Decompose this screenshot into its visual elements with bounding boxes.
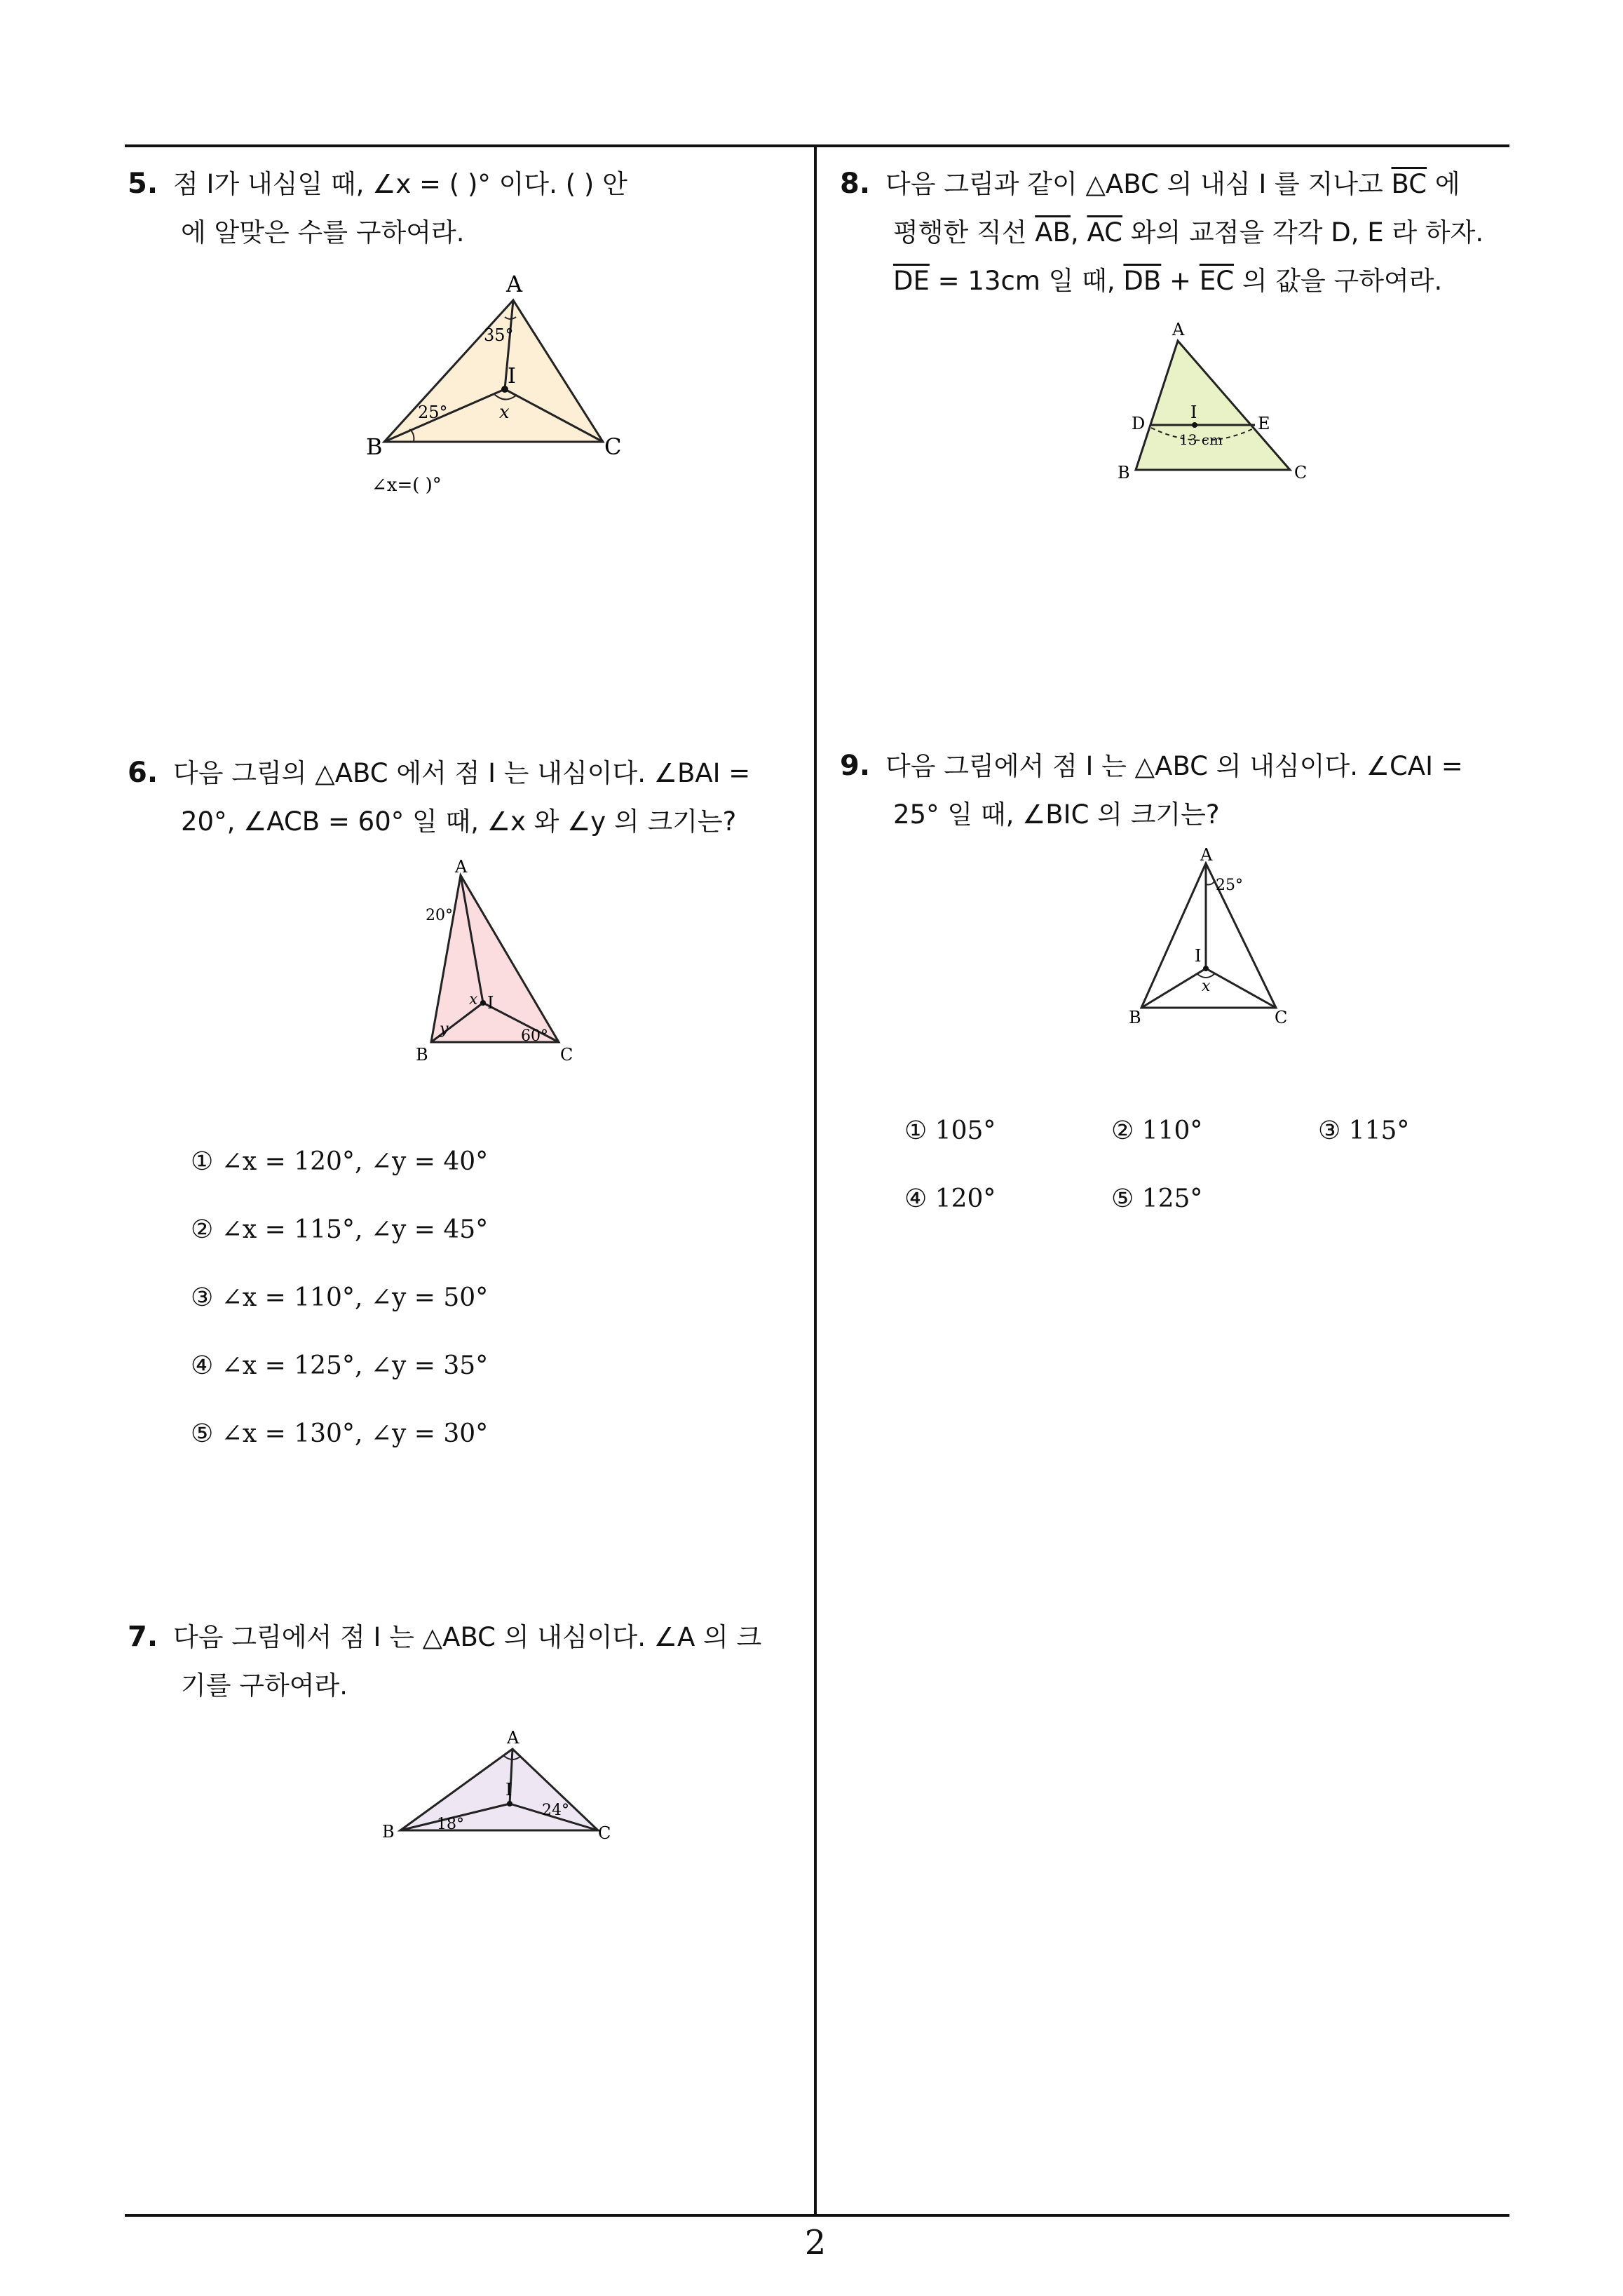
angle-label-a: 20°	[426, 907, 453, 924]
triangle-abc	[384, 300, 603, 442]
angle-label-b: 18°	[437, 1816, 464, 1833]
problem-text-line-3: $\overline{DE} = 13cm$ 일 때, $\overline{DB} + \overline{EC}$ 의 값을 구하여라.	[893, 266, 1443, 296]
problem-5	[128, 160, 801, 257]
angle-label-x: x	[1202, 978, 1211, 995]
problem-6-figure	[410, 856, 592, 1066]
label-a: A	[507, 1728, 520, 1748]
label-b: B	[416, 1045, 428, 1065]
label-c: C	[1275, 1008, 1288, 1027]
problem-9-figure	[1122, 845, 1304, 1034]
label-a: A	[506, 271, 523, 297]
label-i: I	[508, 364, 516, 389]
incenter-point	[1203, 966, 1209, 971]
problem-number: 6.	[128, 757, 158, 789]
angle-label-y: y	[440, 1020, 449, 1038]
label-i: I	[1195, 946, 1202, 966]
problem-9	[840, 742, 1513, 839]
problem-8	[840, 160, 1513, 305]
label-a: A	[1172, 320, 1185, 339]
choice-2[interactable]: ② 110°	[1111, 1116, 1203, 1145]
problem-7-figure	[375, 1725, 613, 1844]
choice-5[interactable]: ⑤ ∠x = 130°, ∠y = 30°	[191, 1419, 489, 1448]
choice-3[interactable]: ③ ∠x = 110°, ∠y = 50°	[191, 1283, 489, 1312]
choice-1[interactable]: ① ∠x = 120°, ∠y = 40°	[191, 1147, 489, 1176]
angle-label-c: 24°	[542, 1802, 569, 1819]
column-divider	[814, 144, 817, 2217]
problem-6	[128, 749, 801, 846]
label-a: A	[455, 857, 468, 877]
choice-2[interactable]: ② ∠x = 115°, ∠y = 45°	[191, 1215, 489, 1244]
answer-line: ∠x=( )°	[372, 475, 442, 496]
problem-text-line-2: 평행한 직선 $\overline{AB}$, $\overline{AC}$ 와의 교점을 각각 D, E 라 하자.	[893, 217, 1484, 248]
label-b: B	[1129, 1008, 1141, 1027]
problem-number: 9.	[840, 750, 871, 782]
label-b: B	[382, 1822, 395, 1842]
angle-label-a: 35°	[484, 325, 514, 345]
choice-4[interactable]: ④ ∠x = 125°, ∠y = 35°	[191, 1351, 489, 1380]
angle-label-a: 25°	[1216, 877, 1243, 894]
triangle-abc	[431, 875, 559, 1042]
incenter-point	[480, 1000, 486, 1006]
incenter-point	[1192, 422, 1197, 428]
page-number: 2	[804, 2223, 827, 2262]
problem-8-figure	[1108, 316, 1311, 491]
problem-text-line-1: 점 I가 내심일 때, ∠x = ( )° 이다. ( ) 안	[173, 169, 627, 199]
angle-label-x: x	[469, 991, 478, 1008]
label-i: I	[487, 993, 494, 1013]
problem-text-line-2: 기를 구하여라.	[181, 1670, 348, 1701]
label-c: C	[1294, 463, 1308, 482]
label-e: E	[1258, 414, 1270, 433]
problem-number: 5.	[128, 168, 158, 200]
angle-arc-a	[1206, 882, 1214, 885]
angle-label-x: x	[499, 402, 510, 423]
problem-text-line-2: 20°, ∠ACB = 60° 일 때, ∠x 와 ∠y 의 크기는?	[181, 806, 737, 837]
problem-text-line-1: 다음 그림에서 점 I 는 △ABC 의 내심이다. ∠CAI =	[885, 751, 1463, 781]
problem-5-figure	[351, 266, 645, 498]
problem-number: 7.	[128, 1621, 158, 1653]
triangle-abc	[1136, 341, 1290, 470]
label-c: C	[560, 1045, 573, 1065]
label-i: I	[1190, 403, 1197, 422]
problem-text-line-2: 25° 일 때, ∠BIC 의 크기는?	[893, 799, 1220, 830]
problem-number: 8.	[840, 168, 871, 200]
label-b: B	[366, 433, 383, 460]
top-rule	[125, 144, 1509, 147]
label-d: D	[1132, 414, 1146, 433]
label-i: I	[505, 1780, 512, 1799]
choice-5[interactable]: ⑤ 125°	[1111, 1184, 1203, 1213]
problem-text-line-2: 에 알맞은 수를 구하여라.	[181, 217, 465, 248]
problem-7	[128, 1613, 801, 1710]
problem-text-line-1: 다음 그림과 같이 △ABC 의 내심 I 를 지나고 $\overline{BC}$ 에	[885, 169, 1460, 199]
problem-text-line-1: 다음 그림에서 점 I 는 △ABC 의 내심이다. ∠A 의 크	[173, 1622, 762, 1652]
choice-3[interactable]: ③ 115°	[1318, 1116, 1410, 1145]
bottom-rule	[125, 2214, 1509, 2217]
choice-1[interactable]: ① 105°	[904, 1116, 996, 1145]
label-c: C	[598, 1823, 611, 1843]
label-c: C	[604, 433, 622, 460]
problem-text-line-1: 다음 그림의 △ABC 에서 점 I 는 내심이다. ∠BAI =	[173, 758, 751, 788]
angle-label-c: 60°	[521, 1027, 548, 1045]
angle-label-b: 25°	[418, 403, 448, 422]
label-a: A	[1200, 845, 1213, 865]
length-label: 13 cm	[1179, 431, 1223, 448]
label-b: B	[1118, 463, 1130, 482]
choice-4[interactable]: ④ 120°	[904, 1184, 996, 1213]
incenter-point	[507, 1801, 512, 1807]
